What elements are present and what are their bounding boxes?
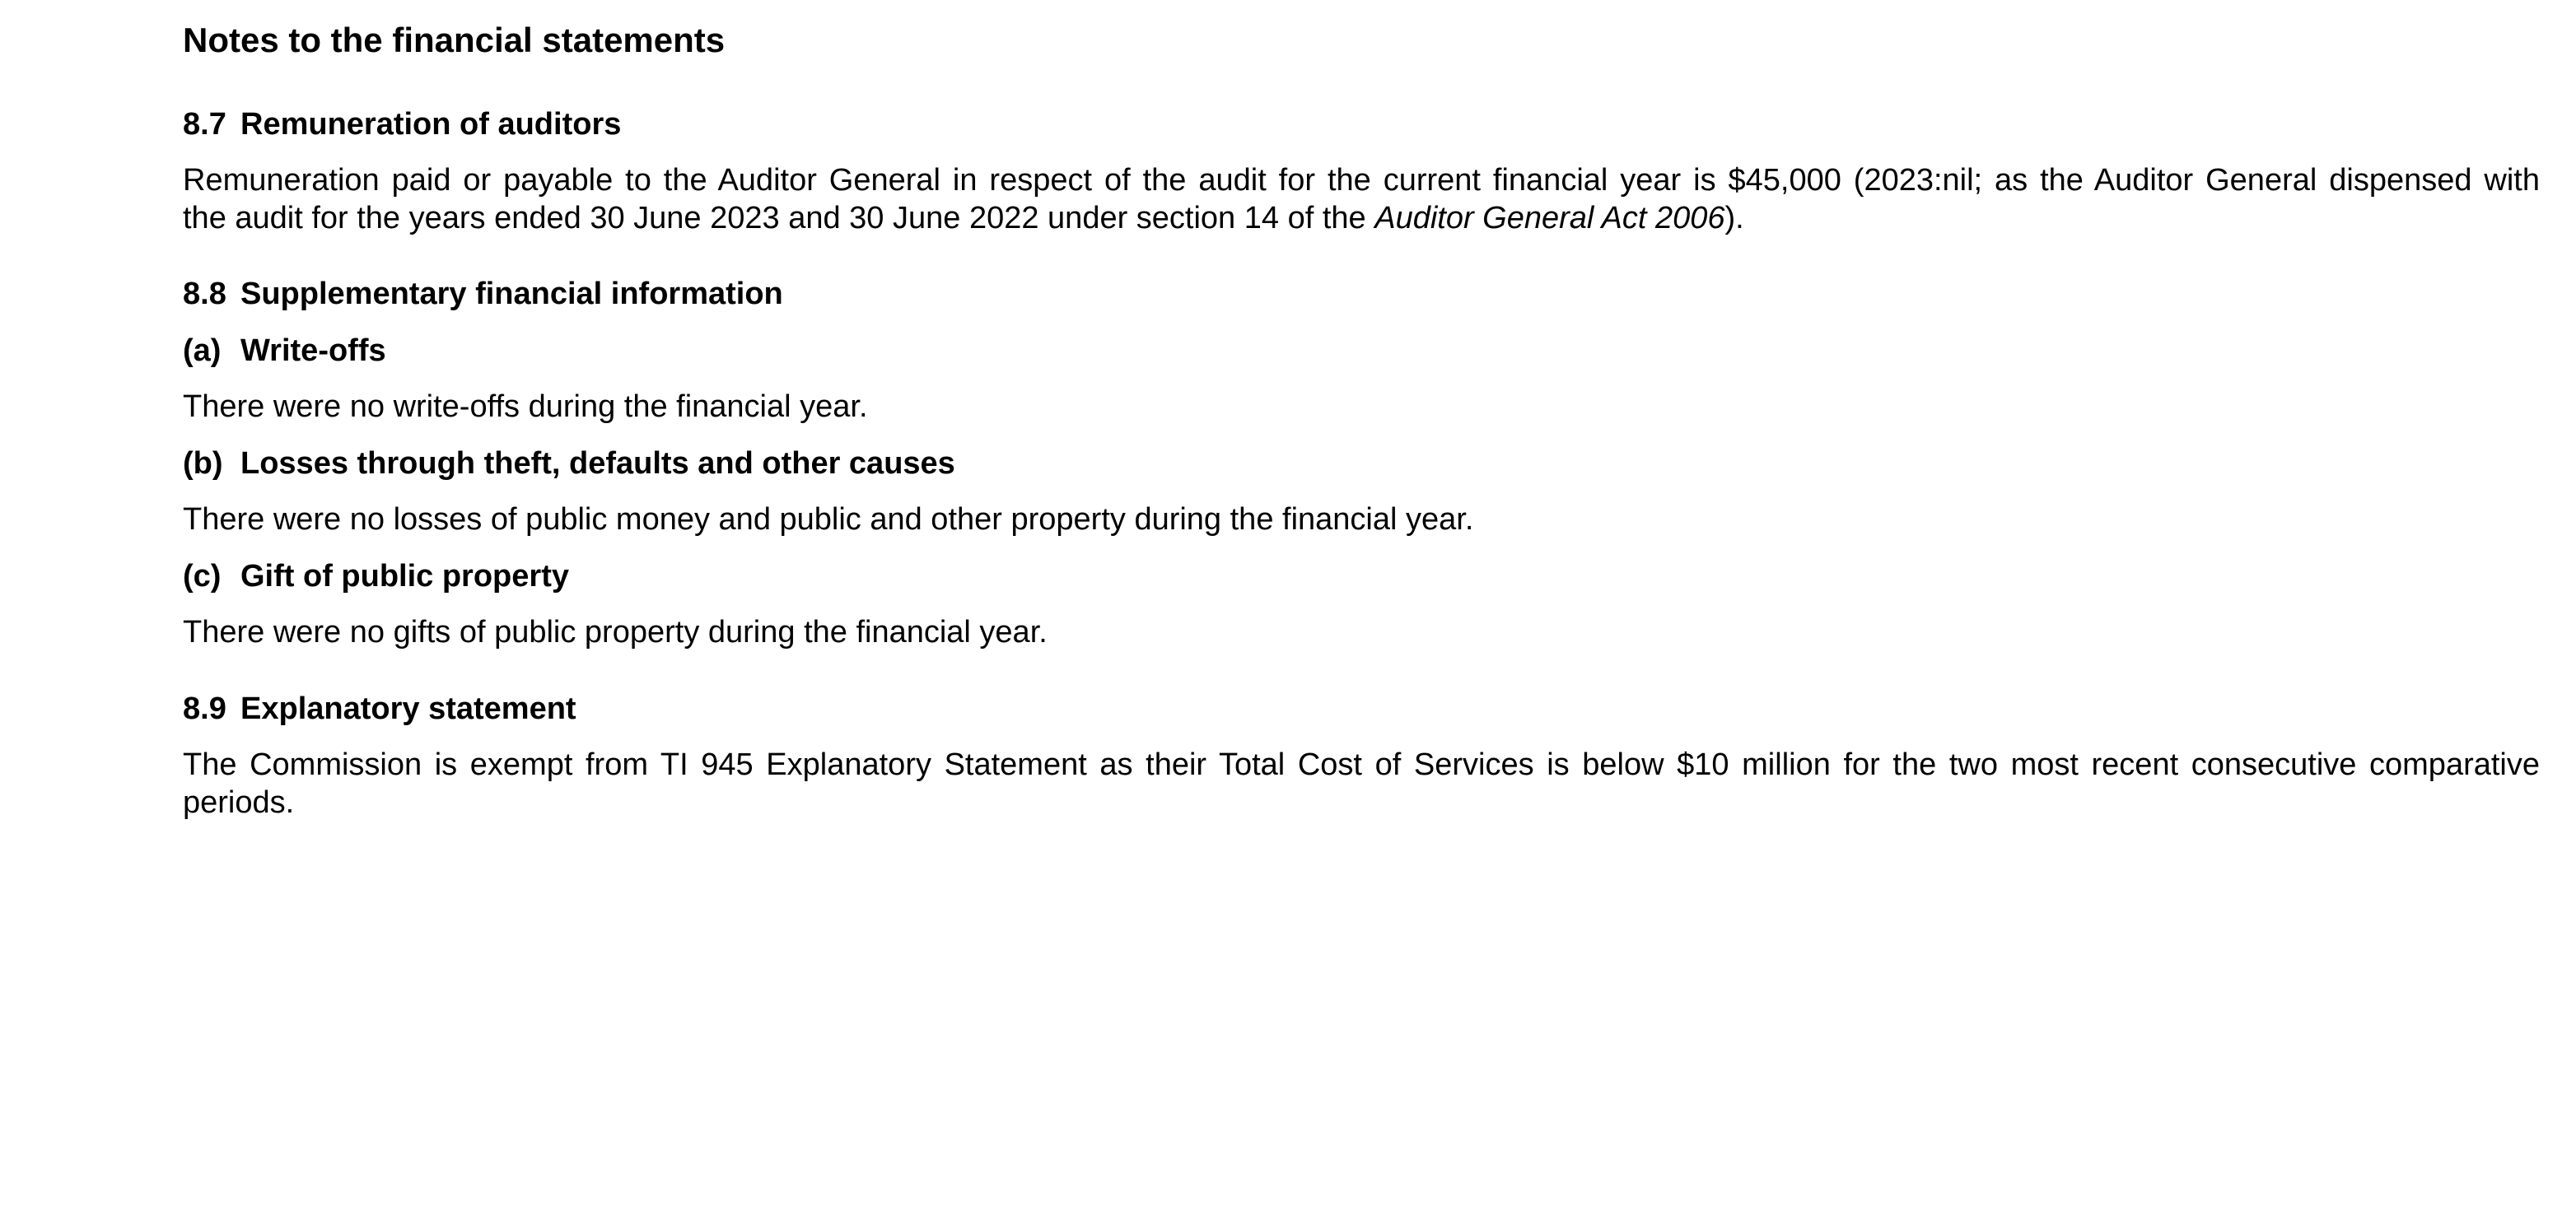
subsection-label: (a) [183, 333, 222, 368]
subsection-label: (c) [183, 559, 222, 594]
paragraph-text: ). [1724, 201, 1744, 235]
section-8-9-paragraph [183, 746, 2540, 822]
section-8-9-heading [183, 690, 576, 728]
paragraph-line: The Commission is exempt from TI 945 Explanatory Statement as their Total Cost of Services is below $10 million for the two most recent consecutive comparative [183, 747, 2540, 782]
paragraph-line: Remuneration paid or payable to the Auditor General in respect of the audit for the current financial year is $45,000 (2023:nil; as the Auditor General dispensed with [183, 163, 2540, 198]
subsection-a-text: There were no write-offs during the financial year. [183, 389, 868, 424]
section-8-7-paragraph [183, 161, 2540, 237]
section-number: 8.9 [183, 691, 226, 726]
page-title: Notes to the financial statements [183, 21, 726, 59]
subsection-c-heading [183, 557, 569, 595]
section-8-8-heading [183, 275, 783, 313]
subsection-title: Losses through theft, defaults and other causes [240, 446, 955, 481]
paragraph-line [183, 199, 2540, 237]
section-8-7-heading [183, 105, 621, 143]
subsection-a-heading [183, 332, 386, 370]
subsection-title: Write-offs [240, 333, 386, 368]
subsection-b-text: There were no losses of public money and public and other property during the financial year. [183, 502, 1474, 537]
subsection-b-heading [183, 445, 955, 482]
subsection-title: Gift of public property [240, 559, 569, 594]
paragraph-line: periods. [183, 785, 295, 820]
section-number: 8.8 [183, 277, 226, 311]
subsection-c-text: There were no gifts of public property during the financial year. [183, 615, 1048, 650]
section-title: Explanatory statement [240, 691, 576, 726]
section-title: Supplementary financial information [240, 277, 783, 311]
section-title: Remuneration of auditors [240, 107, 622, 142]
act-title: Auditor General Act 2006 [1374, 201, 1725, 235]
section-number: 8.7 [183, 107, 226, 142]
subsection-label: (b) [183, 446, 223, 481]
paragraph-text: the audit for the years ended 30 June 2023 and 30 June 2022 under section 14 of the [183, 201, 1375, 235]
